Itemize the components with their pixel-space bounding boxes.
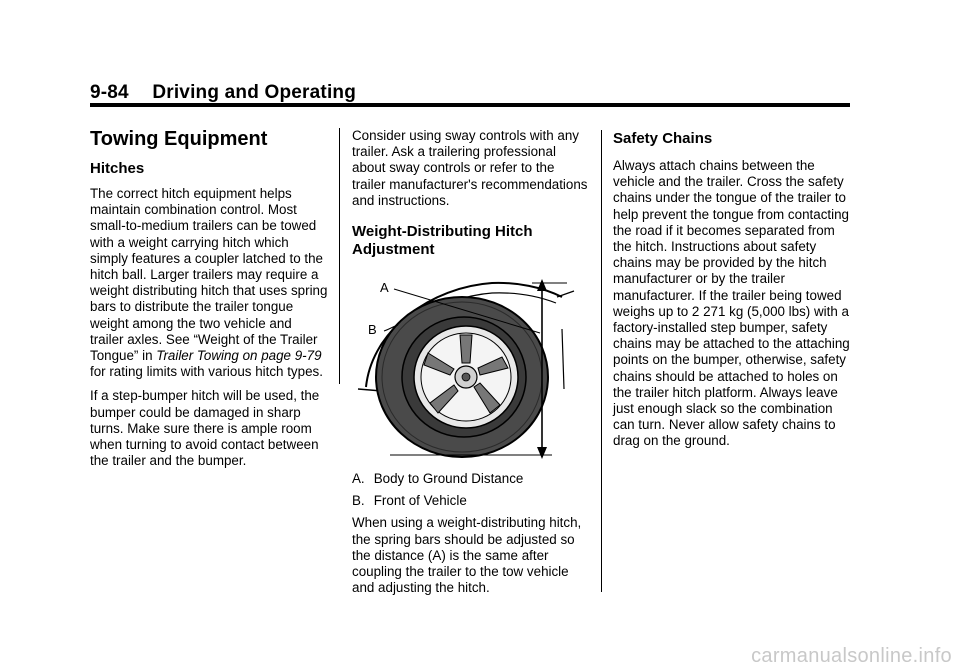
sway-controls-paragraph: Consider using sway controls with any trailer. Ask a trailering professional about sway controls or refer to the trailer manufacturer's recommendations and instructions. [352, 128, 588, 208]
page-number: 9-84 [90, 82, 129, 103]
hitches-paragraph-1 [90, 186, 328, 380]
column-divider-1 [339, 128, 340, 384]
caption-a-text: Body to Ground Distance [373, 471, 524, 487]
safety-chains-paragraph: Always attach chains between the vehicle and the trailer. Cross the safety chains under the tongue of the trailer to help prevent the tongue from contacting the road if it becomes separated from the hitch. Instructions about safety chains may be provided by the hitch manufacturer or by the trailer manufacturer. If the trailer being towed weighs up to 2 271 kg (5,000 lbs) with a factory-installed step bumper, safety chains may be attached to the attaching points on the bumper, otherwise, safety chains should be attached to holes on the trailer hitch platform. Always leave just enough slack so the combination can turn. Never allow safety chains to drag on the ground. [613, 158, 850, 449]
column-divider-2 [601, 130, 602, 592]
figure-label-b: B [368, 322, 377, 338]
cross-reference-link[interactable]: Trailer Towing on page 9-79 [156, 348, 322, 364]
subheading-weight-distributing: Weight-Distributing Hitch Adjustment [352, 223, 533, 259]
caption-b-text: Front of Vehicle [373, 493, 467, 509]
column-1 [90, 128, 328, 477]
page-header [90, 82, 356, 104]
section-title: Driving and Operating [152, 82, 357, 103]
section-heading-towing-equipment: Towing Equipment [90, 128, 268, 150]
distance-arrow-top [537, 279, 547, 291]
caption-a-label: A. [352, 471, 365, 487]
column-2 [352, 128, 590, 604]
hitches-p1-text-end: for rating limits with various hitch types. [90, 364, 323, 380]
caption-b [352, 493, 590, 509]
body-edge [562, 329, 564, 389]
fender-edge [557, 291, 574, 297]
hitches-p1-text: The correct hitch equipment helps maintain combination control. Most small-to-medium trailers can be towed with a weight carrying hitch which simply features a coupler latched to the hitch ball. Larger trailers may require a weight distributing hitch that uses spring bars to distribute the trailer tongue weight among the two vehicle and trailer axles. See “Weight of the Trailer Tongue” in [90, 186, 328, 364]
column-3 [613, 128, 853, 458]
subheading-safety-chains: Safety Chains [613, 130, 713, 147]
caption-b-label: B. [352, 493, 365, 509]
watermark: carmanualsonline.info [751, 645, 952, 667]
distance-arrow-bottom [537, 447, 547, 459]
wheel-illustration [352, 269, 577, 459]
subheading-hitches: Hitches [90, 160, 145, 177]
hitches-paragraph-2: If a step-bumper hitch will be used, the bumper could be damaged in sharp turns. Make sure there is ample room when turning to avoid contact between the trailer and the bumper. [90, 388, 320, 469]
weight-distributing-paragraph: When using a weight-distributing hitch, the spring bars should be adjusted so the distance (A) is the same after coupling the trailer to the tow vehicle and adjusting the hitch. [352, 515, 582, 596]
header-rule [90, 103, 850, 107]
figure-label-a: A [380, 280, 389, 296]
hub-center [462, 373, 470, 381]
caption-a [352, 471, 590, 487]
